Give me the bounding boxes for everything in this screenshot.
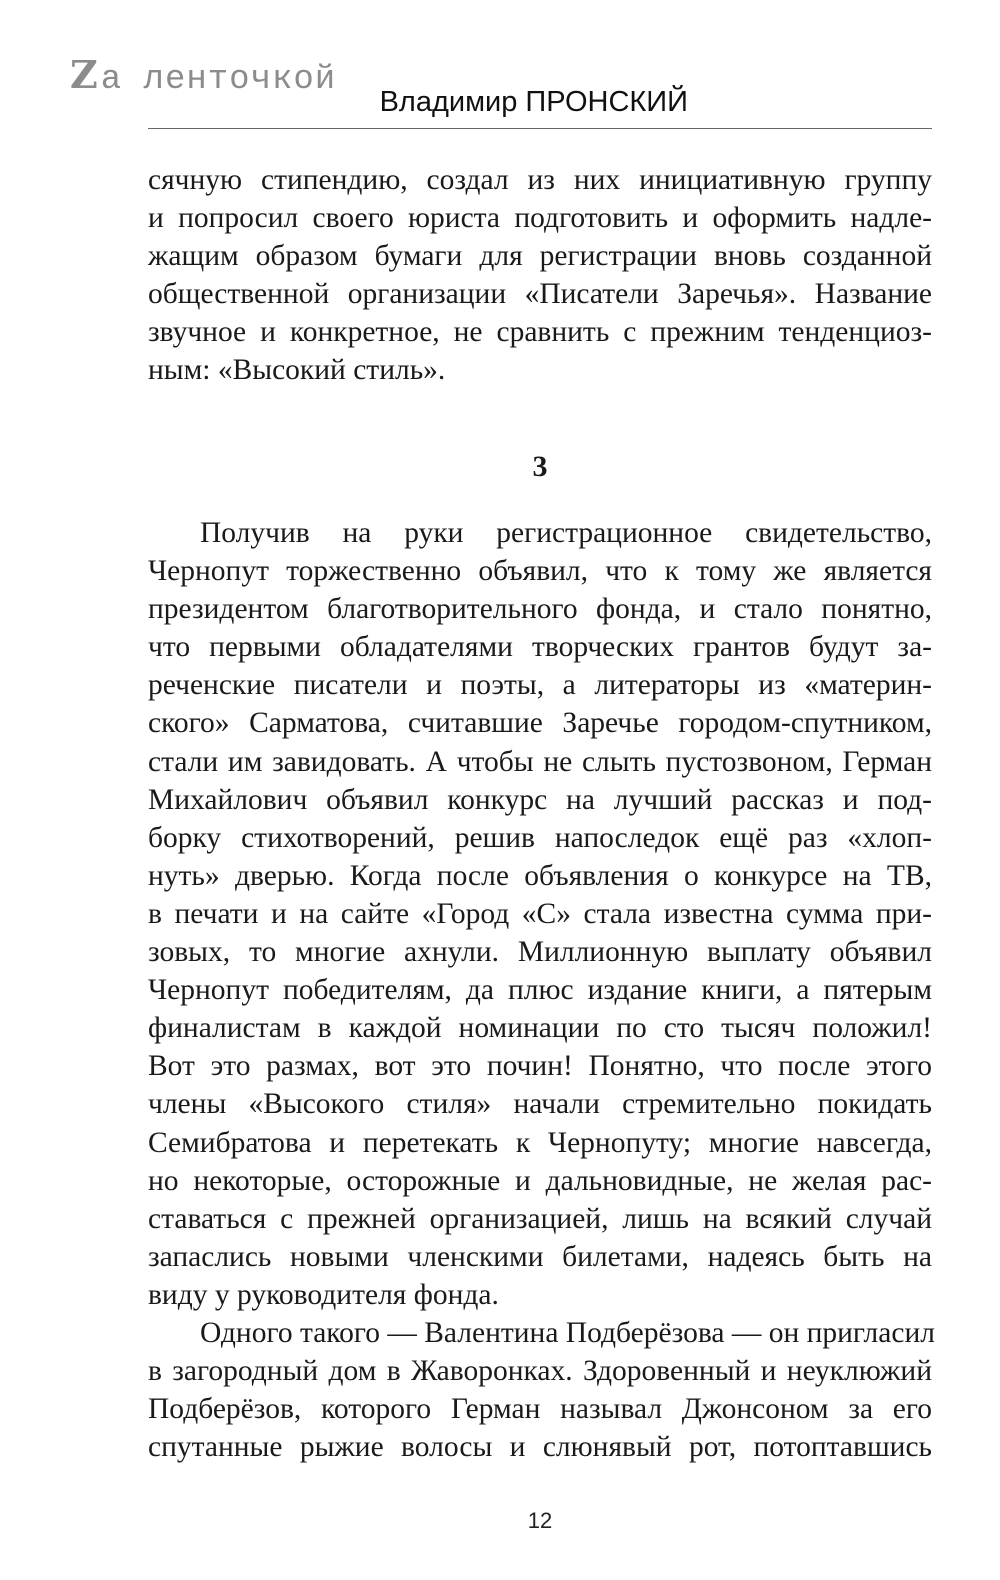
series-title-rest: а ленточкой bbox=[100, 61, 337, 99]
text-line: Получив на руки регистрационное свидетельство, bbox=[200, 517, 932, 549]
top-paragraph bbox=[148, 161, 932, 390]
text-line: что первыми обладателями творческих грантов будут за- bbox=[148, 631, 932, 664]
text-line: жащим образом бумаги для регистрации вновь созданной bbox=[148, 240, 932, 273]
text-line: президентом благотворительного фонда, и стало понятно, bbox=[148, 593, 932, 626]
text-line: Подберёзов, которого Герман называл Джонсоном за его bbox=[148, 1393, 932, 1426]
text-line: ского» Сарматова, считавшие Заречье городом-спутником, bbox=[148, 707, 932, 740]
text-line: общественной организации «Писатели Заречья». Название bbox=[148, 278, 932, 311]
text-line: борку стихотворений, решив напоследок ещё раз «хлоп- bbox=[148, 821, 932, 854]
text-line: но некоторые, осторожные и дальновидные, не желая рас- bbox=[148, 1164, 932, 1197]
header-rule bbox=[148, 128, 932, 129]
text-line: в печати и на сайте «Город «С» стала известна сумма при- bbox=[148, 897, 932, 930]
text-line: сячную стипендию, создал из них инициативную группу bbox=[148, 164, 932, 196]
text-line: стали им завидовать. А чтобы не слыть пустозвоном, Герман bbox=[148, 745, 932, 778]
text-line: финалистам в каждой номинации по сто тысяч положил! bbox=[148, 1012, 932, 1045]
text-line: в загородный дом в Жаворонках. Здоровенный и неуклюжий bbox=[148, 1355, 932, 1388]
text-line: члены «Высокого стиля» начали стремительно покидать bbox=[148, 1088, 932, 1121]
text-line: ным: «Высокий стиль». bbox=[148, 354, 446, 387]
paragraph-1 bbox=[148, 514, 935, 1466]
text-line: нуть» дверью. Когда после объявления о конкурсе на ТВ, bbox=[148, 859, 932, 892]
text-line: спутанные рыжие волосы и слюнявый рот, потоптавшись bbox=[148, 1431, 932, 1464]
text-line: ставаться с прежней организацией, лишь на всякий случай bbox=[148, 1202, 932, 1235]
text-line: звучное и конкретное, не сравнить с прежним тенденциоз- bbox=[148, 316, 932, 349]
text-line: виду у руководителя фонда. bbox=[148, 1278, 499, 1311]
text-line: Михайлович объявил конкурс на лучший рассказ и под- bbox=[148, 783, 932, 816]
text-line: Семибратова и перетекать к Чернопуту; многие навсегда, bbox=[148, 1126, 932, 1159]
text-line: Одного такого — Валентина Подберёзова — он пригласил bbox=[200, 1316, 935, 1349]
text-line: зовых, то многие ахнули. Миллионную выплату объявил bbox=[148, 936, 932, 969]
text-line: Чернопут торжественно объявил, что к тому же является bbox=[148, 555, 932, 588]
text-line: Чернопут победителям, да плюс издание книги, а пятерым bbox=[148, 974, 932, 1007]
text-line: запаслись новыми членскими билетами, надеясь быть на bbox=[148, 1240, 932, 1273]
series-title bbox=[70, 52, 336, 99]
text-line: реченские писатели и поэты, а литераторы из «материн- bbox=[148, 669, 932, 702]
text-line: и попросил своего юриста подготовить и оформить надле- bbox=[148, 202, 932, 235]
author-name: Владимир ПРОНСКИЙ bbox=[379, 86, 688, 118]
page-number: 12 bbox=[527, 1508, 553, 1533]
series-title-initial: Z bbox=[70, 52, 99, 97]
chapter-number: 3 bbox=[532, 450, 548, 483]
text-line: Вот это размах, вот это почин! Понятно, что после этого bbox=[148, 1050, 932, 1083]
